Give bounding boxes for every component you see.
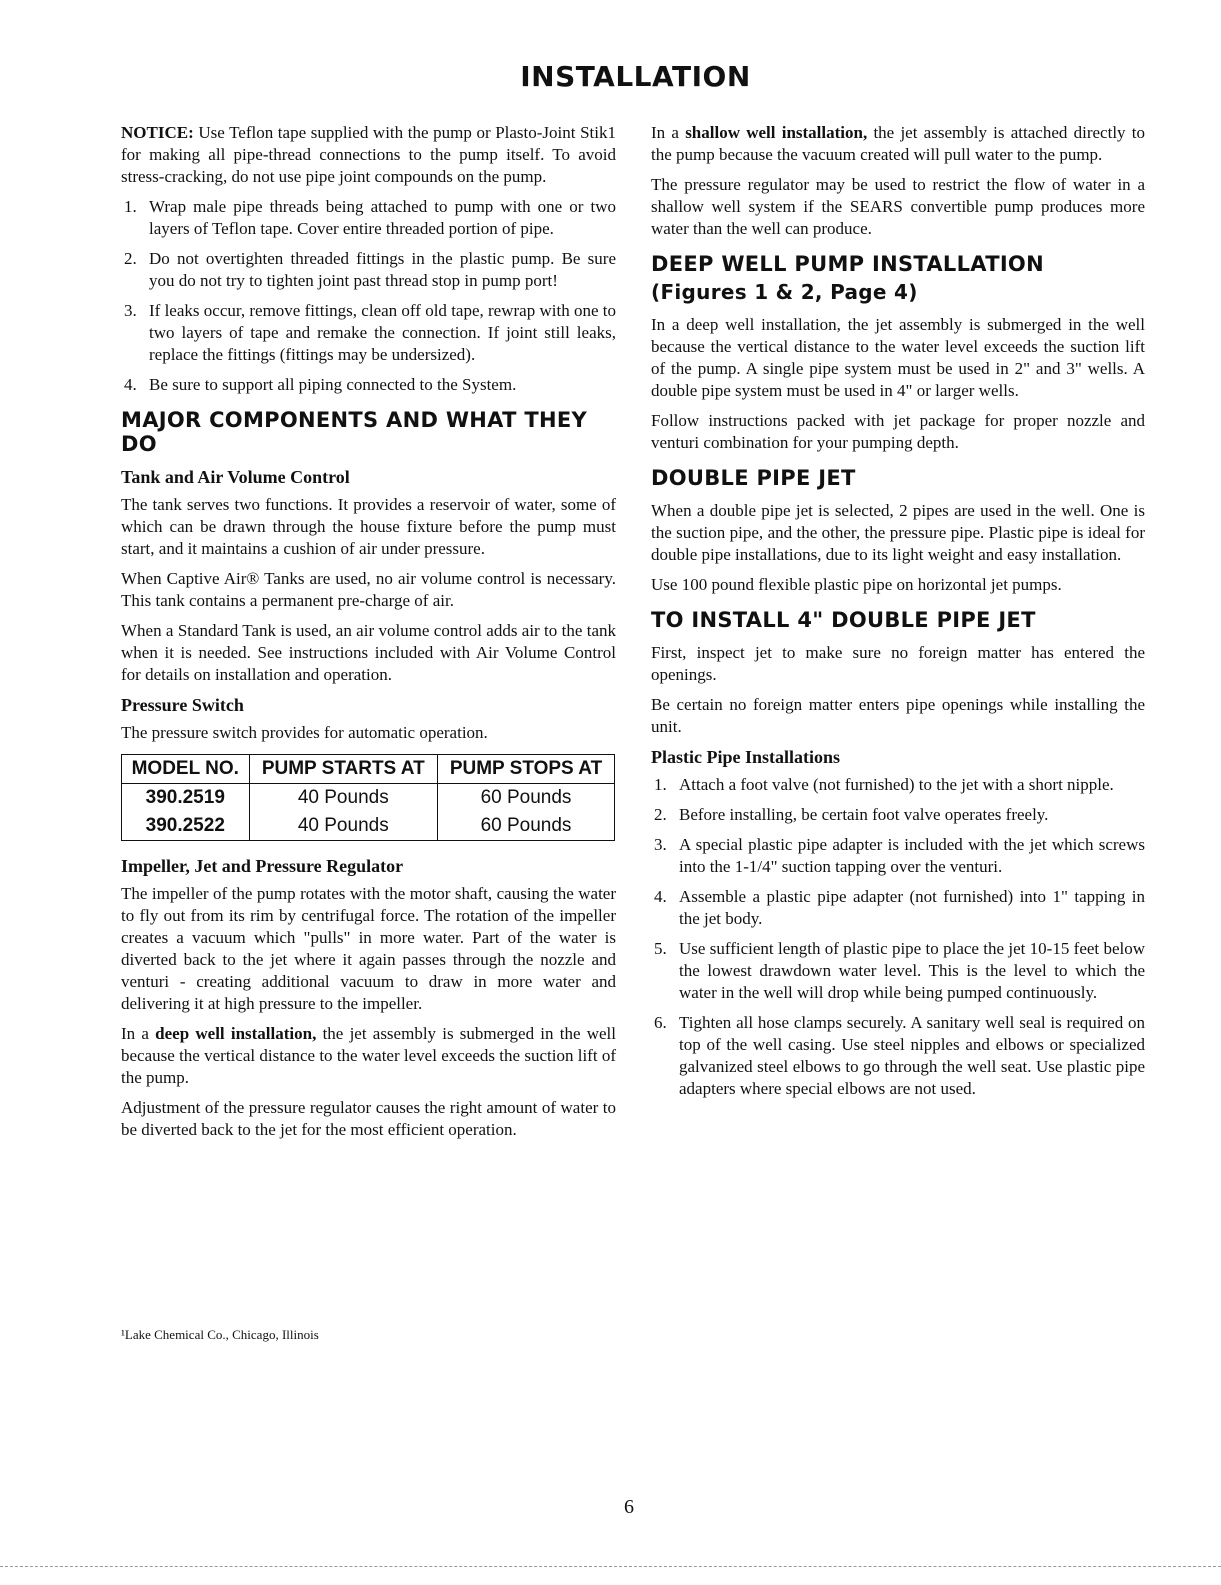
deep-well-heading: DEEP WELL PUMP INSTALLATION <box>651 252 1044 276</box>
impeller-heading: Impeller, Jet and Pressure Regulator <box>121 856 404 876</box>
notice-text: Use Teflon tape supplied with the pump or Plasto-Joint Stik1 for making all pipe-thread connections to the pump itself. To avoid stress-cracking, do not use pipe joint compounds on the pump. <box>121 123 616 186</box>
list-item <box>121 300 616 366</box>
major-components-heading: MAJOR COMPONENTS AND WHAT THEY DO <box>121 408 587 456</box>
step-number: 2. <box>654 805 667 824</box>
tank-heading: Tank and Air Volume Control <box>121 467 350 487</box>
pressure-switch-heading: Pressure Switch <box>121 695 244 715</box>
notice-paragraph <box>121 122 616 188</box>
tank-paragraph: The tank serves two functions. It provides a reservoir of water, some of which can be drawn through the house fixture before the pump must start, and it maintains a cushion of air under pressure. <box>121 495 616 558</box>
step-text: Be sure to support all piping connected to the System. <box>149 375 517 394</box>
column-header: PUMP STOPS AT <box>438 755 615 784</box>
list-item <box>651 1012 1145 1100</box>
shallow-well-rest: the jet assembly is attached directly to the pump because the vacuum created will pull water to the pump. <box>651 123 1145 164</box>
teflon-steps-list <box>121 196 616 396</box>
deep-well-install-paragraph: In a deep well installation, the jet assembly is submerged in the well because the vertical distance to the water level exceeds the suction lift of the pump. A single pipe system must be used in 2" and 3" wells. A double pipe system must be used in 4" or larger wells. <box>651 315 1145 400</box>
plastic-pipe-heading: Plastic Pipe Installations <box>651 747 841 767</box>
deep-well-subheading: (Figures 1 & 2, Page 4) <box>651 280 918 304</box>
regulator-paragraph: Adjustment of the pressure regulator causes the right amount of water to be diverted back to the jet for the most efficient operation. <box>121 1098 616 1139</box>
list-item <box>121 196 616 240</box>
stops-cell: 60 Pounds <box>438 812 615 841</box>
step-number: 1. <box>654 775 667 794</box>
standard-tank-paragraph: When a Standard Tank is used, an air volume control adds air to the tank when it is needed. See instructions included with Air Volume Control for details on installation and operation. <box>121 621 616 684</box>
list-item <box>651 834 1145 878</box>
notice-label: NOTICE: <box>121 123 194 142</box>
inspect-paragraph: First, inspect jet to make sure no foreign matter has entered the openings. <box>651 643 1145 684</box>
starts-cell: 40 Pounds <box>249 784 438 813</box>
nozzle-paragraph: Follow instructions packed with jet package for proper nozzle and venturi combination for your pumping depth. <box>651 411 1145 452</box>
table-row <box>122 812 615 841</box>
deep-well-rest: the jet assembly is submerged in the well because the vertical distance to the water level exceeds the suction lift of the pump. <box>121 1024 617 1087</box>
list-item <box>651 774 1145 796</box>
list-item <box>651 938 1145 1004</box>
list-item <box>651 886 1145 930</box>
shallow-well-bold: shallow well installation, <box>685 123 868 142</box>
right-column <box>651 122 1145 1108</box>
step-number: 5. <box>654 939 667 958</box>
model-cell: 390.2519 <box>122 784 250 813</box>
step-text: Use sufficient length of plastic pipe to place the jet 10-15 feet below the lowest drawdown water level. This is the level to which the water in the well will drop while being pumped continuously. <box>679 939 1145 1002</box>
column-header: MODEL NO. <box>122 755 250 784</box>
step-number: 3. <box>124 301 137 320</box>
double-pipe-paragraph: When a double pipe jet is selected, 2 pipes are used in the well. One is the suction pipe, and the other, the pressure pipe. Plastic pipe is ideal for double pipe installations, due to its light weight and easy installation. <box>651 501 1145 564</box>
table-row <box>122 784 615 813</box>
captive-air-paragraph: When Captive Air® Tanks are used, no air volume control is necessary. This tank contains a permanent pre-charge of air. <box>121 569 616 610</box>
shallow-well-lead: In a <box>651 123 679 142</box>
step-text: A special plastic pipe adapter is included with the jet which screws into the 1-1/4" suction tapping over the venturi. <box>679 835 1145 876</box>
step-number: 1. <box>124 197 137 216</box>
page-title: INSTALLATION <box>520 60 751 93</box>
deep-well-paragraph <box>121 1023 616 1089</box>
page-number: 6 <box>624 1496 634 1518</box>
step-text: Do not overtighten threaded fittings in the plastic pump. Be sure you do not try to tighten joint past thread stop in pump port! <box>149 249 616 290</box>
step-number: 2. <box>124 249 137 268</box>
pressure-switch-text: The pressure switch provides for automatic operation. <box>121 723 488 742</box>
list-item <box>651 804 1145 826</box>
model-cell: 390.2522 <box>122 812 250 841</box>
stops-cell: 60 Pounds <box>438 784 615 813</box>
step-text: Assemble a plastic pipe adapter (not furnished) into 1" tapping in the jet body. <box>679 887 1145 928</box>
footnote: ¹Lake Chemical Co., Chicago, Illinois <box>121 1327 319 1342</box>
foreign-matter-paragraph: Be certain no foreign matter enters pipe openings while installing the unit. <box>651 695 1145 736</box>
list-item <box>121 374 616 396</box>
impeller-paragraph: The impeller of the pump rotates with the motor shaft, causing the water to fly out from its rim by centrifugal force. The rotation of the impeller creates a vacuum which "pulls" in more water. Part of the water is diverted back to the jet where it again passes through the nozzle and venturi - creating additional vacuum to draw in more water and delivering it at high pressure to the impeller. <box>121 884 616 1013</box>
flexible-pipe-paragraph: Use 100 pound flexible plastic pipe on horizontal jet pumps. <box>651 575 1062 594</box>
step-text: Tighten all hose clamps securely. A sanitary well seal is required on top of the well casing. Use steel nipples and elbows or specialized galvanized steel elbows to go through the well seat. Use plastic pipe adapters where special elbows are not used. <box>679 1013 1145 1098</box>
step-text: Wrap male pipe threads being attached to pump with one or two layers of Teflon tape. Cover entire threaded portion of pipe. <box>149 197 616 238</box>
shallow-well-paragraph <box>651 122 1145 166</box>
bottom-rule <box>0 1566 1221 1567</box>
pressure-settings-table <box>121 754 615 841</box>
step-text: Attach a foot valve (not furnished) to the jet with a short nipple. <box>679 775 1114 794</box>
starts-cell: 40 Pounds <box>249 812 438 841</box>
step-number: 4. <box>654 887 667 906</box>
step-number: 4. <box>124 375 137 394</box>
deep-well-bold: deep well installation, <box>155 1024 317 1043</box>
table-header-row <box>122 755 615 784</box>
step-text: Before installing, be certain foot valve operates freely. <box>679 805 1049 824</box>
install-jet-heading: TO INSTALL 4" DOUBLE PIPE JET <box>651 608 1036 632</box>
step-text: If leaks occur, remove fittings, clean off old tape, rewrap with one to two layers of tape and remake the connection. If joint still leaks, replace the fittings (fittings may be undersized). <box>149 301 616 364</box>
plastic-pipe-steps-list <box>651 774 1145 1100</box>
step-number: 6. <box>654 1013 667 1032</box>
list-item <box>121 248 616 292</box>
column-header: PUMP STARTS AT <box>249 755 438 784</box>
deep-well-lead: In a <box>121 1024 149 1043</box>
shallow-regulator-paragraph: The pressure regulator may be used to restrict the flow of water in a shallow well system if the SEARS convertible pump produces more water than the well can produce. <box>651 175 1145 238</box>
step-number: 3. <box>654 835 667 854</box>
left-column <box>121 122 616 1149</box>
double-pipe-heading: DOUBLE PIPE JET <box>651 466 856 490</box>
